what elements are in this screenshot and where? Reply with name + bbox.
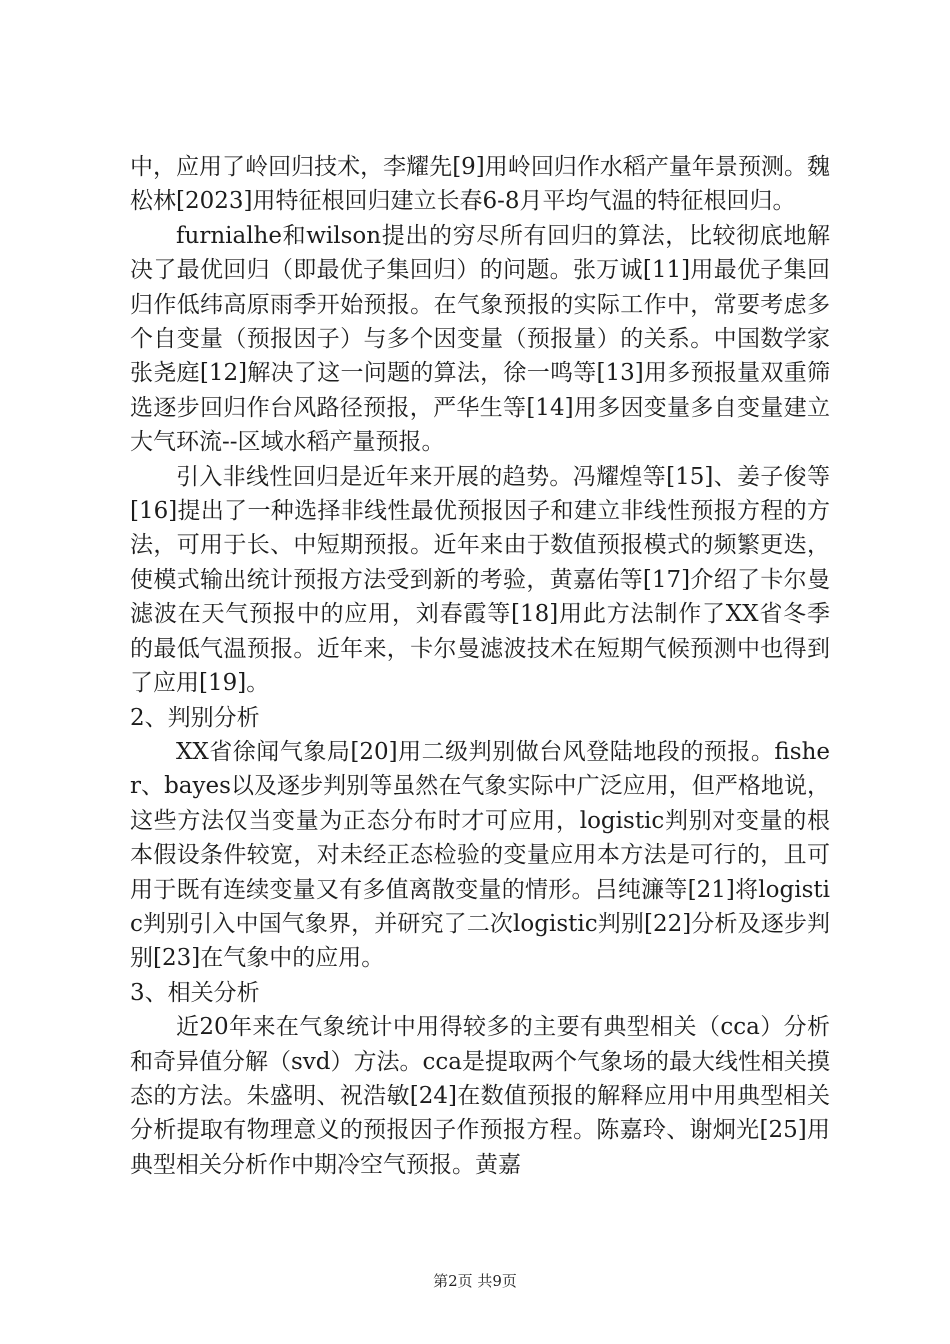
section-heading-correlation: 3、相关分析 (130, 979, 260, 1006)
paragraph-discriminant-analysis: XX省徐闻气象局[20]用二级判别做台风登陆地段的预报。fisher、bayes以及逐步判别等虽然在气象实际中广泛应用，但严格地说，这些方法仅当变量为正态分布时才可应用，logistic判别对变量的根本假设条件较宽，对未经正态检验的变量应用本方法是可行的，且可用于既有连续变量又有多值离散变量的情形。吕纯濂等[21]将logistic判别引入中国气象界，并研究了二次logistic判别[22]分析及逐步判别[23]在气象中的应用。 (130, 738, 830, 972)
section-heading-discriminant: 2、判别分析 (130, 704, 260, 731)
paragraph-continuation: 中，应用了岭回归技术，李耀先[9]用岭回归作水稻产量年景预测。魏松林[2023]用特征根回归建立长春6-8月平均气温的特征根回归。 (130, 154, 830, 215)
page-number: 第2页 共9页 (433, 1272, 517, 1290)
paragraph-optimal-regression: furnialhe和wilson提出的穷尽所有回归的算法，比较彻底地解决了最优回归（即最优子集回归）的问题。张万诚[11]用最优子集回归作低纬高原雨季开始预报。在气象预报的实际工作中，常要考虑多个自变量（预报因子）与多个因变量（预报量）的关系。中国数学家张尧庭[12]解决了这一问题的算法，徐一鸣等[13]用多预报量双重筛选逐步回归作台风路径预报，严华生等[14]用多因变量多自变量建立大气环流--区域水稻产量预报。 (130, 222, 830, 456)
paragraph-correlation-analysis: 近20年来在气象统计中用得较多的主要有典型相关（cca）分析和奇异值分解（svd）方法。cca是提取两个气象场的最大线性相关摸态的方法。朱盛明、祝浩敏[24]在数值预报的解释应用中用典型相关分析提取有物理意义的预报因子作预报方程。陈嘉玲、谢炯光[25]用典型相关分析作中期冷空气预报。黄嘉 (130, 1014, 830, 1178)
body-text (130, 150, 830, 1182)
page-footer (0, 1270, 950, 1291)
paragraph-nonlinear-regression: 引入非线性回归是近年来开展的趋势。冯耀煌等[15]、姜子俊等[16]提出了一种选择非线性最优预报因子和建立非线性预报方程的方法，可用于长、中短期预报。近年来由于数值预报模式的频繁更迭，使模式输出统计预报方法受到新的考验，黄嘉佑等[17]介绍了卡尔曼滤波在天气预报中的应用，刘春霞等[18]用此方法制作了XX省冬季的最低气温预报。近年来，卡尔曼滤波技术在短期气候预测中也得到了应用[19]。 (130, 463, 830, 697)
